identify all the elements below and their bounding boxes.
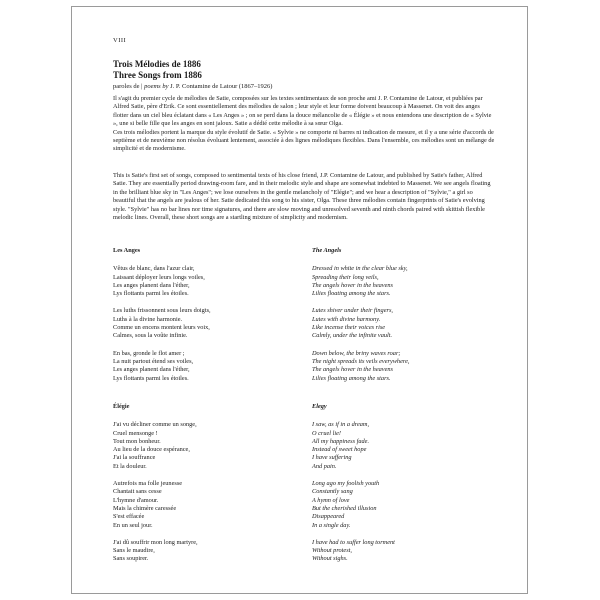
verse-line: Les anges planent dans l'éther, [113, 366, 190, 374]
verse-line: Et la douleur. [113, 462, 147, 470]
intro-english [113, 172, 495, 222]
verse-line: All my happiness fade. [312, 437, 370, 445]
stanza [113, 480, 293, 530]
verse-line: J'ai la souffrance [113, 454, 156, 462]
verse-line: Les luths frissonnent sous leurs doigts, [113, 307, 211, 315]
verse-line: Tout mon bonheur. [113, 437, 161, 445]
verse-line: Without protest, [312, 547, 352, 555]
page-folio: VIII [113, 37, 127, 44]
page-header [113, 59, 493, 91]
stanza [312, 265, 492, 298]
verse-line: But the cherished illusion [312, 504, 377, 512]
verse-line: Long ago my foolish youth [312, 480, 380, 488]
verse-line: L'hymne d'amour. [113, 496, 159, 504]
verse-line: Spreading their long veils, [312, 273, 379, 281]
song-title: Elegy [312, 403, 327, 410]
stanza [113, 307, 293, 340]
verse-line: O cruel lie! [312, 429, 342, 437]
verse-line: En un seul jour. [113, 521, 153, 529]
stanza [113, 539, 293, 564]
verse-line: Without sighs. [312, 555, 348, 563]
verse-line: S'est effacée [113, 513, 145, 521]
byline-italic: poems by [144, 83, 169, 90]
stanza [113, 350, 293, 383]
verse-line: Calmes, sous la voûte infinie. [113, 332, 188, 340]
verse-line: Chantait sans cesse [113, 488, 162, 496]
stanza [312, 307, 492, 340]
verse-line: I have suffering [312, 454, 352, 462]
stanza [312, 350, 492, 383]
verse-line: Sans le maudire, [113, 547, 155, 555]
verse-line: Like incense their voices rise [312, 324, 386, 332]
verse-line: Calmly, under the infinite vault. [312, 332, 393, 340]
verse-line: J'ai dû souffrir mon long martyre, [113, 538, 198, 546]
verse-line: En bas, gronde le flot amer ; [113, 349, 185, 357]
verse-line: Comme un encens montent leurs voix, [113, 324, 210, 332]
verse-line: Instead of sweet hope [312, 446, 367, 454]
stanza [312, 480, 492, 530]
title-french: Trois Mélodies de 1886 [113, 59, 201, 69]
verse-line: Les anges planent dans l'éther, [113, 281, 190, 289]
document-page [71, 6, 528, 594]
verse-line: In a single day. [312, 521, 351, 529]
verse-line: And pain. [312, 462, 337, 470]
verse-line: Lilies floating among the stars. [312, 290, 391, 298]
verse-line: Lutes shiver under their fingers, [312, 307, 393, 315]
verse-line: I have had to suffer long torment [312, 538, 395, 546]
verse-line: A hymn of love [312, 496, 350, 504]
verse-line: Au lieu de la douce espérance, [113, 446, 190, 454]
stanza [113, 265, 293, 298]
verse-line: Laissant déployer leurs longs voiles, [113, 273, 205, 281]
song-title: The Angels [312, 247, 342, 254]
stanza [113, 421, 293, 471]
verse-line: Constantly sang [312, 488, 353, 496]
verse-line: Sans soupirer. [113, 555, 149, 563]
song-anges-french [113, 247, 293, 392]
verse-line: Luths à la divine harmonie. [113, 315, 183, 323]
song-elegie-french [113, 403, 293, 573]
byline-author: J. P. Contamine de Latour (1867–1926) [170, 83, 273, 90]
intro-french-paragraph-1: Il s'agit du premier cycle de mélodies de Satie, composées sur les textes sentimentaux de son proche ami J. P. Contamine de Latour, et publiées par Alfred Satie, père d'Erik. Ce sont essentiellement des mélodies de salon ; leur style et leur forme doivent beaucoup à Massenet. On voit des anges flotter dans un ciel bleu éclatant dans « Les Anges » ; on se perd dans la douce mélancolie de « Élégie » et nous entendons une description de « Sylvie », une si belle fille que les anges en sont jaloux. Satie a dédié cette mélodie à sa sœur Olga. [113, 95, 492, 128]
verse-line: Lys flottants parmi les étoiles. [113, 290, 189, 298]
verse-line: Disappeared [312, 513, 345, 521]
verse-line: The angels hover in the heavens [312, 366, 393, 374]
title-english: Three Songs from 1886 [113, 70, 202, 80]
verse-line: Lilies floating among the stars. [312, 374, 391, 382]
verse-line: Cruel mensonge ! [113, 429, 158, 437]
stanza [312, 539, 492, 564]
song-elegie-english [312, 403, 492, 573]
song-anges-english [312, 247, 492, 392]
verse-line: Lys flottants parmi les étoiles. [113, 374, 189, 382]
byline [113, 82, 493, 91]
verse-line: Down below, the briny waves roar; [312, 349, 401, 357]
verse-line: La nuit partout étend ses voiles, [113, 357, 194, 365]
intro-french [113, 95, 495, 154]
stanza [312, 421, 492, 471]
song-title: Élégie [113, 403, 130, 410]
byline-prefix: paroles de | [113, 83, 143, 90]
verse-line: Autrefois ma folle jeunesse [113, 480, 183, 488]
song-title: Les Anges [113, 247, 141, 254]
verse-line: I saw, as if in a dream, [312, 421, 370, 429]
intro-english-paragraph: This is Satie's first set of songs, composed to sentimental texts of his close friend, J.P. Contamine de Latour, and published by Satie's father, Alfred Satie. They are essentially period drawing-room fare, and in their melodic style and shape are somewhat indebted to Massenet. We see angels floating in the brilliant blue sky in "Les Anges"; we lose ourselves in the gentle melancholy of "Elégie"; and we hear a description of "Sylvie," a girl so beautiful that the angels are jealous of her. Satie dedicated this song to his sister, Olga. These three mélodies contain fingerprints of Satie's evolving style. "Sylvie" has no bar lines nor time signatures, and there are slow moving and unresolved seventh and ninth chords paired with skittish flexible melodic lines. Overall, these short songs are a startling mixture of simplicity and modernism. [113, 172, 491, 222]
intro-french-paragraph-2: Ces trois mélodies portent la marque du style évolutif de Satie. « Sylvie » ne comporte ni barres ni indication de mesure, et il y a une série d'accords de septième et de neuvième non résolus évoluant lentement, associée à des lignes mélodiques flexibles. Dans l'ensemble, ces mélodies sont un mélange de simplicité et de modernisme. [113, 128, 495, 153]
verse-line: J'ai vu décliner comme un songe, [113, 421, 197, 429]
verse-line: Mais la chimère caressée [113, 504, 177, 512]
verse-line: Dressed in white in the clear blue sky, [312, 265, 408, 273]
verse-line: Vêtus de blanc, dans l'azur clair, [113, 265, 195, 273]
verse-line: Lutes with divine harmony. [312, 315, 381, 323]
verse-line: The night spreads its veils everywhere, [312, 357, 410, 365]
verse-line: The angels hover in the heavens [312, 281, 393, 289]
